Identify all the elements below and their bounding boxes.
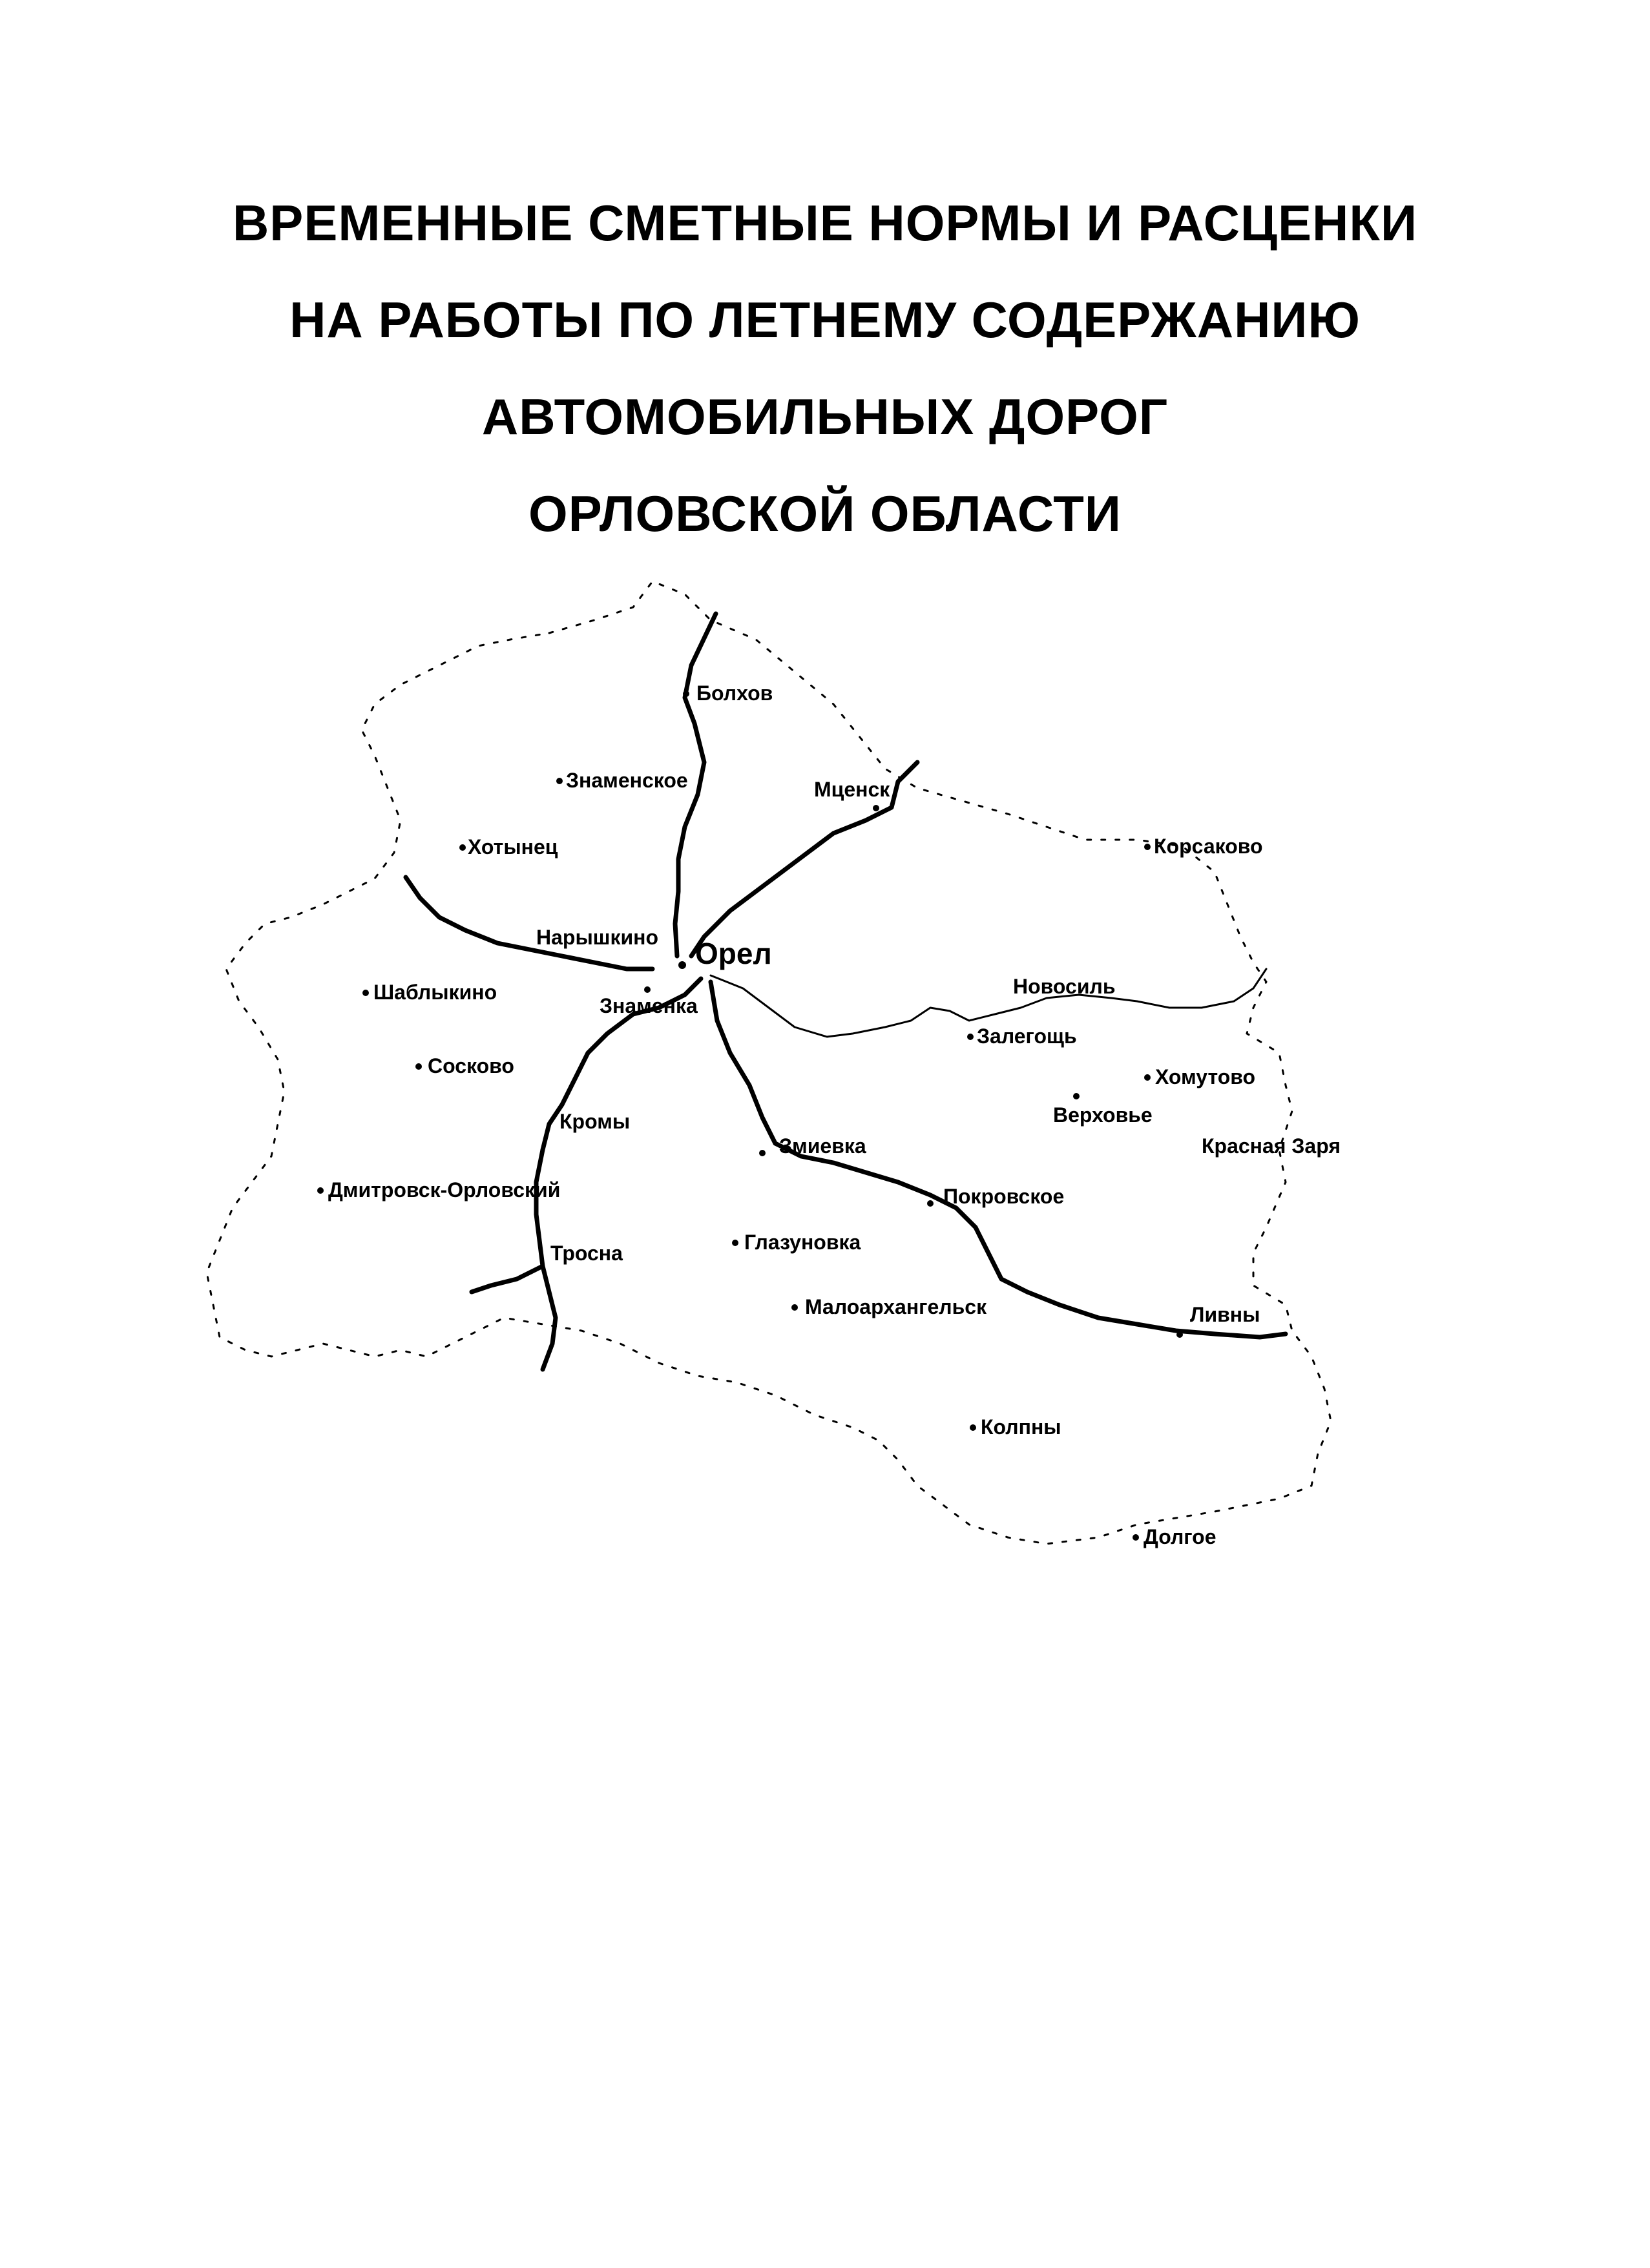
- label-zalegoshch: Залегощь: [977, 1025, 1077, 1048]
- road-trosna-south: [543, 1344, 552, 1369]
- label-zmievka: Змиевка: [779, 1134, 866, 1158]
- label-pokrovskoe: Покровское: [943, 1185, 1065, 1208]
- town-dot-soskovo: [415, 1063, 422, 1070]
- town-dot-znamenskoe: [556, 778, 563, 784]
- label-novosil: Новосиль: [1013, 975, 1116, 998]
- town-dot-glazunovka: [732, 1240, 738, 1246]
- town-dot-khomutovo: [1144, 1074, 1151, 1081]
- town-dot-khotynets: [459, 844, 466, 851]
- region-border: [207, 581, 1331, 1544]
- town-dot-orel: [678, 961, 686, 969]
- title-line-4: ОРЛОВСКОЙ ОБЛАСТИ: [528, 485, 1122, 542]
- label-bolkhov: Болхов: [696, 681, 773, 705]
- town-dot-livny: [1176, 1331, 1183, 1338]
- town-dot-kolpny: [970, 1424, 976, 1431]
- label-khomutovo: Хомутово: [1155, 1065, 1256, 1088]
- label-naryshkino: Нарышкино: [536, 926, 659, 949]
- title-line-2: НА РАБОТЫ ПО ЛЕТНЕМУ СОДЕРЖАНИЮ: [289, 291, 1361, 348]
- town-dot-dolgoe: [1133, 1534, 1139, 1541]
- label-khotynets: Хотынец: [468, 835, 558, 858]
- label-soskovo: Сосково: [428, 1054, 514, 1077]
- town-dot-mtsensk: [873, 805, 879, 811]
- label-trosna: Тросна: [550, 1242, 623, 1265]
- label-mtsensk: Мценск: [814, 778, 890, 801]
- town-dot-znamenka: [644, 986, 651, 993]
- town-dot-bolkhov: [683, 691, 689, 697]
- road-khotynets-orel: [406, 877, 653, 969]
- town-dot-maloarkhangelsk: [791, 1304, 798, 1311]
- town-dot-shablykino: [362, 990, 369, 996]
- label-kolpny: Колпны: [981, 1415, 1061, 1439]
- town-dot-korsakovo: [1144, 844, 1151, 850]
- town-dot-dmitrovsk: [317, 1187, 324, 1194]
- town-dot-verkhovye: [1073, 1093, 1080, 1099]
- label-korsakovo: Корсаково: [1154, 835, 1263, 858]
- town-dot-zalegoshch: [967, 1034, 974, 1040]
- town-dot-pokrovskoe: [927, 1200, 934, 1207]
- road-trosna-dmitrovsk: [472, 1266, 543, 1292]
- label-shablykino: Шаблыкино: [373, 981, 497, 1004]
- label-maloarkhangelsk: Малоархангельск: [805, 1295, 987, 1318]
- title-line-3: АВТОМОБИЛЬНЫХ ДОРОГ: [481, 388, 1169, 445]
- title-line-1: ВРЕМЕННЫЕ СМЕТНЫЕ НОРМЫ И РАСЦЕНКИ: [232, 194, 1418, 251]
- label-krasnaya-zarya: Красная Заря: [1202, 1134, 1341, 1158]
- label-dolgoe: Долгое: [1144, 1525, 1217, 1548]
- label-znamenskoe: Знаменское: [566, 769, 688, 792]
- town-dot-zmievka: [759, 1150, 766, 1156]
- label-verkhovye: Верховье: [1053, 1103, 1153, 1127]
- label-glazunovka: Глазуновка: [744, 1231, 861, 1254]
- label-znamenka: Знаменка: [600, 994, 698, 1017]
- label-livny: Ливны: [1190, 1303, 1260, 1326]
- label-orel: Орел: [695, 937, 772, 970]
- label-kromy: Кромы: [559, 1110, 631, 1133]
- label-dmitrovsk: Дмитровск-Орловский: [328, 1178, 561, 1202]
